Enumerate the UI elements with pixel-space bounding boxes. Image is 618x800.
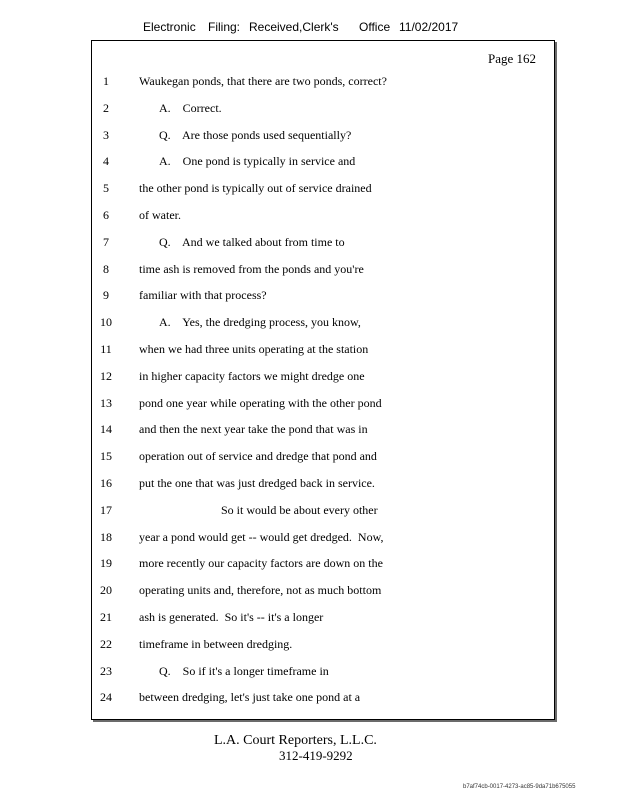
transcript-line: Q. Are those ponds used sequentially? bbox=[159, 128, 352, 142]
line-number: 22 bbox=[100, 637, 112, 651]
transcript-line: time ash is removed from the ponds and you're bbox=[139, 262, 364, 276]
line-number: 9 bbox=[103, 288, 109, 302]
transcript-line: operation out of service and dredge that pond and bbox=[139, 449, 377, 463]
transcript-line: Q. And we talked about from time to bbox=[159, 235, 345, 249]
transcript-line: year a pond would get -- would get dredged. Now, bbox=[139, 530, 384, 544]
line-number: 15 bbox=[100, 449, 112, 463]
filing-office: Office bbox=[359, 20, 391, 34]
line-number: 13 bbox=[100, 396, 112, 410]
transcript-line: of water. bbox=[139, 208, 181, 222]
transcript-line: when we had three units operating at the station bbox=[139, 342, 369, 356]
transcript-line: So it would be about every other bbox=[221, 503, 378, 517]
document-id: b7af74cb-0017-4273-ac85-9da71b675055 bbox=[463, 784, 576, 790]
filing-received: Received,Clerk's bbox=[249, 20, 339, 34]
line-number: 4 bbox=[103, 154, 109, 168]
transcript-line: A. One pond is typically in service and bbox=[159, 154, 356, 168]
line-number: 7 bbox=[103, 235, 109, 249]
line-number: 5 bbox=[103, 181, 109, 195]
line-number: 17 bbox=[100, 503, 112, 517]
transcript-line: ash is generated. So it's -- it's a longer bbox=[139, 610, 324, 624]
line-number: 10 bbox=[100, 315, 112, 329]
transcript-line: Waukegan ponds, that there are two ponds, correct? bbox=[139, 74, 387, 88]
filing-label: Filing: bbox=[208, 20, 241, 34]
page-number: Page 162 bbox=[488, 51, 537, 66]
line-number: 6 bbox=[103, 208, 109, 222]
line-number: 16 bbox=[100, 476, 112, 490]
filing-date: 11/02/2017 bbox=[399, 20, 459, 34]
line-number: 2 bbox=[103, 101, 109, 115]
transcript-line: between dredging, let's just take one pond at a bbox=[139, 690, 361, 704]
transcript-line: pond one year while operating with the other pond bbox=[139, 396, 382, 410]
transcript-line: Q. So if it's a longer timeframe in bbox=[159, 664, 329, 678]
line-number: 12 bbox=[100, 369, 112, 383]
transcript-line: put the one that was just dredged back in service. bbox=[139, 476, 375, 490]
line-number: 18 bbox=[100, 530, 112, 544]
transcript-line: the other pond is typically out of service drained bbox=[139, 181, 372, 195]
line-number: 19 bbox=[100, 556, 112, 570]
line-number: 8 bbox=[103, 262, 109, 276]
line-number: 20 bbox=[100, 583, 112, 597]
line-number: 24 bbox=[100, 690, 112, 704]
transcript-line: and then the next year take the pond that was in bbox=[139, 422, 368, 436]
line-number: 23 bbox=[100, 664, 112, 678]
transcript-line: A. Yes, the dredging process, you know, bbox=[159, 315, 361, 329]
line-number: 14 bbox=[100, 422, 112, 436]
line-number: 21 bbox=[100, 610, 112, 624]
footer-company: L.A. Court Reporters, L.L.C. bbox=[214, 733, 377, 748]
line-number: 1 bbox=[103, 74, 109, 88]
line-number: 11 bbox=[100, 342, 112, 356]
transcript-line: in higher capacity factors we might dredge one bbox=[139, 369, 365, 383]
transcript-line: A. Correct. bbox=[159, 101, 222, 115]
transcript-line: timeframe in between dredging. bbox=[139, 637, 293, 651]
transcript-line: more recently our capacity factors are down on the bbox=[139, 556, 383, 570]
transcript-line: familiar with that process? bbox=[139, 288, 267, 302]
filing-header bbox=[0, 20, 618, 36]
transcript-line: operating units and, therefore, not as much bottom bbox=[139, 583, 382, 597]
filing-electronic: Electronic bbox=[143, 20, 196, 34]
line-number: 3 bbox=[103, 128, 109, 142]
footer-phone: 312-419-9292 bbox=[279, 748, 353, 763]
